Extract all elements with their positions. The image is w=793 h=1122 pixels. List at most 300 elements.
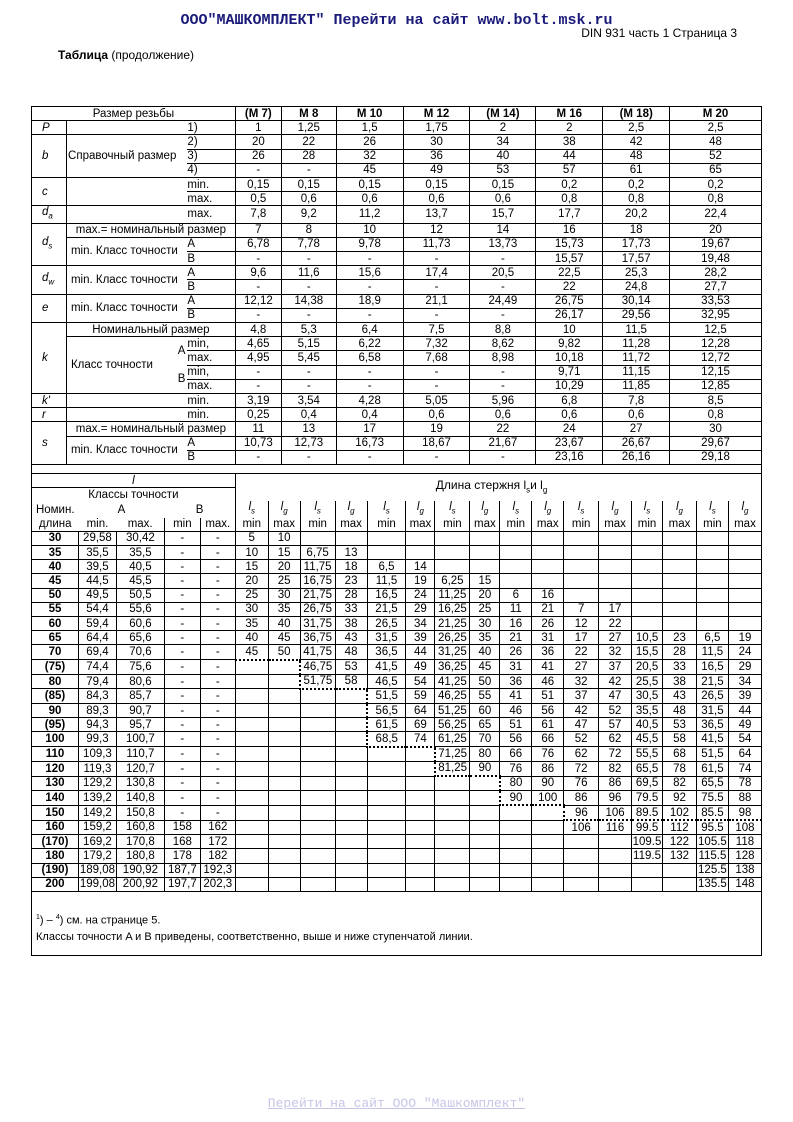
qualifier: max. — [187, 351, 235, 365]
lg-max-cell: 78 — [728, 776, 761, 791]
min-label: min — [235, 518, 268, 532]
class-a: A — [177, 345, 186, 358]
value-cell: 18 — [603, 223, 670, 237]
value-cell: 36 — [403, 149, 470, 163]
ls-min-cell — [564, 588, 599, 602]
value-cell: - — [235, 163, 281, 177]
qualifier: min. — [187, 394, 235, 408]
symbol-sub: w — [48, 277, 55, 286]
value-cell: 4,65 — [235, 337, 281, 351]
ls-min-cell: 6,75 — [300, 546, 335, 560]
lg-max-cell: 42 — [599, 674, 632, 689]
value-cell: 45 — [336, 163, 403, 177]
ls-label — [367, 501, 406, 517]
lg-max-cell — [406, 820, 435, 835]
tolerance-bmax: 162 — [200, 820, 235, 835]
value-cell: 24,8 — [603, 280, 670, 294]
value-cell: 10,73 — [235, 436, 281, 450]
ls-min-cell — [632, 877, 663, 891]
ls-min-cell: 41,5 — [367, 660, 406, 675]
value-cell: 7,68 — [403, 351, 470, 365]
value-cell: 27,7 — [670, 280, 762, 294]
shank-title-and: и l — [530, 477, 543, 492]
symbol-cell — [32, 135, 67, 178]
shank-length-title — [235, 474, 761, 502]
lg-max-cell: 62 — [599, 732, 632, 747]
site-title-link[interactable]: ООО"МАШКОМПЛЕКТ" Перейти на сайт www.bolt.msk.ru — [180, 12, 613, 29]
l-char: l — [512, 501, 516, 514]
tolerance-bmax: - — [200, 645, 235, 660]
lg-max-cell: 106 — [599, 805, 632, 820]
lg-max-cell: 128 — [728, 849, 761, 863]
ls-min-cell — [435, 805, 470, 820]
value-cell: 0,8 — [536, 192, 603, 206]
lg-max-cell — [268, 877, 300, 891]
value-cell: 57 — [536, 163, 603, 177]
value-cell: 2 — [470, 121, 536, 135]
ls-min-cell — [632, 560, 663, 574]
nominal-length: (95) — [32, 718, 79, 732]
value-cell: 0,6 — [470, 192, 536, 206]
length-row — [32, 631, 762, 645]
tolerance-bmin: - — [164, 776, 200, 791]
min-label: min — [500, 518, 532, 532]
lg-max-cell: 29 — [406, 602, 435, 616]
lg-max-cell — [268, 732, 300, 747]
lg-max-cell: 46 — [532, 674, 564, 689]
value-cell: 17,57 — [603, 251, 670, 265]
ls-min-cell: 10 — [235, 546, 268, 560]
lg-max-cell — [268, 820, 300, 835]
tolerance-bmax: - — [200, 631, 235, 645]
nominal-length: 160 — [32, 820, 79, 835]
value-cell: 40 — [470, 149, 536, 163]
lg-label — [335, 501, 367, 517]
ls-min-cell: 61,5 — [367, 718, 406, 732]
tolerance-amin: 139,2 — [78, 791, 116, 806]
min-label: min — [564, 518, 599, 532]
ls-min-cell — [435, 791, 470, 806]
value-cell: - — [470, 365, 536, 379]
ls-min-cell: 51,75 — [300, 674, 335, 689]
nominal-length: 45 — [32, 574, 79, 588]
lg-max-cell — [470, 791, 500, 806]
accuracy-class-label: min. Класс точности — [66, 266, 187, 294]
thread-size: M 20 — [670, 107, 762, 121]
value-cell: 29,18 — [670, 450, 762, 464]
value-cell: 11,85 — [603, 379, 670, 393]
a-max-label: max. — [116, 518, 164, 532]
tolerance-bmin: 197,7 — [164, 877, 200, 891]
value-cell: 12,85 — [670, 379, 762, 393]
ls-min-cell — [367, 877, 406, 891]
ls-min-cell — [500, 560, 532, 574]
ls-min-cell — [632, 531, 663, 545]
ls-min-cell — [500, 805, 532, 820]
tolerance-bmax: - — [200, 588, 235, 602]
lg-label — [728, 501, 761, 517]
value-cell: 0,4 — [336, 408, 403, 422]
ls-min-cell: 52 — [564, 732, 599, 747]
lg-max-cell — [599, 574, 632, 588]
tolerance-amax: 70,6 — [116, 645, 164, 660]
value-cell: 0,2 — [670, 177, 762, 191]
ls-min-cell — [235, 660, 268, 675]
ls-min-cell: 16,5 — [367, 588, 406, 602]
value-cell: 26,75 — [536, 294, 603, 308]
lg-max-cell: 34 — [728, 674, 761, 689]
lg-max-cell — [335, 791, 367, 806]
lg-label — [406, 501, 435, 517]
lg-max-cell: 122 — [663, 835, 697, 849]
value-cell: 30 — [670, 422, 762, 436]
lg-max-cell: 15 — [470, 574, 500, 588]
ls-min-cell: 26 — [500, 645, 532, 660]
ls-min-cell: 65,5 — [696, 776, 728, 791]
lg-max-cell — [335, 863, 367, 877]
value-cell: - — [235, 280, 281, 294]
k-class-text: Класс точности — [70, 359, 153, 372]
ls-min-cell — [367, 546, 406, 560]
accuracy-class-label — [66, 337, 187, 394]
l-sub: s — [711, 506, 716, 516]
tolerance-amax: 75,6 — [116, 660, 164, 675]
ls-min-cell — [632, 546, 663, 560]
ls-min-cell: 16,75 — [300, 574, 335, 588]
l-sub: g — [283, 506, 288, 516]
ls-min-cell — [235, 761, 268, 776]
lg-max-cell: 30 — [268, 588, 300, 602]
max-label: max — [728, 518, 761, 532]
value-cell: 9,71 — [536, 365, 603, 379]
ls-min-cell: 25 — [235, 588, 268, 602]
lg-max-cell: 112 — [663, 820, 697, 835]
header-row — [32, 107, 762, 121]
lg-max-cell: 31 — [532, 631, 564, 645]
ls-min-cell: 46,5 — [367, 674, 406, 689]
ls-min-cell — [235, 835, 268, 849]
ls-min-cell — [367, 791, 406, 806]
lg-max-cell — [663, 588, 697, 602]
value-cell: - — [470, 379, 536, 393]
lg-max-cell: 28 — [663, 645, 697, 660]
l-sub: s — [646, 506, 651, 516]
symbol-sub: s — [48, 241, 53, 251]
max-label: max — [406, 518, 435, 532]
ls-min-cell: 36,75 — [300, 631, 335, 645]
ls-min-cell: 25,5 — [632, 674, 663, 689]
ls-min-cell — [300, 791, 335, 806]
ls-min-cell: 5 — [235, 531, 268, 545]
lg-label — [599, 501, 632, 517]
symbol-cell — [32, 121, 67, 135]
ls-min-cell: 41,75 — [300, 645, 335, 660]
bottom-site-link[interactable]: Перейти на сайт ООО "Машкомплект" — [267, 1096, 526, 1111]
lg-max-cell: 56 — [532, 704, 564, 718]
dimension-row — [32, 294, 762, 308]
class-letter: B — [187, 308, 235, 322]
lg-max-cell: 90 — [470, 761, 500, 776]
tolerance-amax: 40,5 — [116, 560, 164, 574]
ls-min-cell — [235, 805, 268, 820]
value-cell: 0,15 — [336, 177, 403, 191]
l-sub: s — [316, 506, 321, 516]
tolerance-bmin: 158 — [164, 820, 200, 835]
nominal-length: 40 — [32, 560, 79, 574]
dimension-row — [32, 394, 762, 408]
tolerance-bmin: - — [164, 674, 200, 689]
ls-label — [564, 501, 599, 517]
lg-max-cell — [406, 849, 435, 863]
lg-max-cell — [599, 849, 632, 863]
lg-label — [470, 501, 500, 517]
nominal-length: 180 — [32, 849, 79, 863]
lg-max-cell: 53 — [663, 718, 697, 732]
lg-max-cell: 49 — [406, 660, 435, 675]
ls-min-cell — [235, 877, 268, 891]
tolerance-bmax: 172 — [200, 835, 235, 849]
ls-min-cell: 76 — [564, 776, 599, 791]
value-cell: 12,5 — [670, 322, 762, 336]
nominal-length: 65 — [32, 631, 79, 645]
l-char: l — [675, 501, 679, 514]
max-label: max — [470, 518, 500, 532]
lg-max-cell: 10 — [268, 531, 300, 545]
tolerance-amin: 59,4 — [78, 616, 116, 630]
lg-max-cell: 32 — [599, 645, 632, 660]
class-letter: B — [187, 450, 235, 464]
ls-min-cell — [435, 820, 470, 835]
ls-min-cell: 51 — [500, 718, 532, 732]
lg-max-cell — [728, 602, 761, 616]
symbol: d — [42, 236, 49, 249]
value-cell: 22,5 — [536, 266, 603, 280]
symbol: d — [42, 206, 49, 219]
value-cell: 20,2 — [603, 206, 670, 223]
value-cell: 65 — [670, 163, 762, 177]
lg-max-cell — [663, 616, 697, 630]
ls-min-cell: 36,5 — [367, 645, 406, 660]
footnote-classes: Классы точности A и B приведены, соответственно, выше и ниже ступенчатой линии. — [36, 930, 473, 943]
lg-max-cell — [532, 531, 564, 545]
ls-min-cell: 11 — [500, 602, 532, 616]
value-cell: 8,5 — [670, 394, 762, 408]
value-cell: 6,58 — [336, 351, 403, 365]
lg-max-cell: 52 — [599, 704, 632, 718]
l-sub: g — [744, 506, 749, 516]
value-cell: - — [470, 308, 536, 322]
value-cell: 16 — [536, 223, 603, 237]
l-sub: g — [678, 506, 683, 516]
ls-min-cell — [300, 863, 335, 877]
lg-max-cell: 37 — [599, 660, 632, 675]
lg-max-cell — [406, 835, 435, 849]
desc-cell — [66, 408, 187, 422]
lg-max-cell: 24 — [728, 645, 761, 660]
tolerance-amax: 110,7 — [116, 747, 164, 762]
ls-min-cell: 22 — [564, 645, 599, 660]
value-cell: 5,45 — [281, 351, 336, 365]
tolerance-bmax: - — [200, 660, 235, 675]
value-cell: 22 — [281, 135, 336, 149]
ls-min-cell — [300, 747, 335, 762]
lg-max-cell: 18 — [335, 560, 367, 574]
tolerance-amax: 85,7 — [116, 689, 164, 704]
lg-max-cell — [599, 863, 632, 877]
ls-min-cell — [435, 877, 470, 891]
ls-min-cell — [300, 732, 335, 747]
l-sub: s — [385, 506, 390, 516]
value-cell: 9,78 — [336, 237, 403, 251]
lg-max-cell: 34 — [406, 616, 435, 630]
value-cell: 0,8 — [670, 192, 762, 206]
lg-max-cell: 43 — [663, 689, 697, 704]
ls-min-cell: 65,5 — [632, 761, 663, 776]
lg-max-cell: 41 — [532, 660, 564, 675]
symbol: d — [42, 271, 49, 284]
lg-max-cell — [335, 704, 367, 718]
value-cell: 0,6 — [281, 192, 336, 206]
value-cell: 0,6 — [403, 408, 470, 422]
max-label: max — [532, 518, 564, 532]
value-cell: - — [403, 450, 470, 464]
lg-max-cell: 23 — [663, 631, 697, 645]
lg-max-cell: 44 — [406, 645, 435, 660]
value-cell: 10 — [336, 223, 403, 237]
length-row — [32, 776, 762, 791]
ls-min-cell: 61,25 — [435, 732, 470, 747]
length-row — [32, 877, 762, 891]
class-b-label: B — [164, 501, 235, 517]
value-cell: 6,4 — [336, 322, 403, 336]
tolerance-bmin: - — [164, 747, 200, 762]
lg-max-cell — [335, 689, 367, 704]
lg-max-cell — [532, 805, 564, 820]
ls-min-cell — [235, 674, 268, 689]
value-cell: 5,96 — [470, 394, 536, 408]
thread-size: M 16 — [536, 107, 603, 121]
value-cell: 11,6 — [281, 266, 336, 280]
tolerance-amin: 179,2 — [78, 849, 116, 863]
nominal-size-label: Номинальный размер — [66, 322, 235, 336]
lg-max-cell — [268, 660, 300, 675]
value-cell: - — [336, 251, 403, 265]
lg-max-cell — [532, 877, 564, 891]
value-cell: 7,78 — [281, 237, 336, 251]
value-cell: 9,82 — [536, 337, 603, 351]
length-row — [32, 546, 762, 560]
thread-size: (M 14) — [470, 107, 536, 121]
ls-min-cell: 72 — [564, 761, 599, 776]
value-cell: 29,67 — [670, 436, 762, 450]
value-cell: 17,4 — [403, 266, 470, 280]
ls-min-cell — [564, 531, 599, 545]
lg-max-cell: 40 — [268, 616, 300, 630]
ls-min-cell — [435, 546, 470, 560]
tolerance-bmax: - — [200, 531, 235, 545]
tolerance-bmin: 168 — [164, 835, 200, 849]
value-cell: 7,8 — [235, 206, 281, 223]
tolerance-amin: 44,5 — [78, 574, 116, 588]
symbol: c — [42, 185, 48, 198]
tolerance-bmin: - — [164, 761, 200, 776]
value-cell: 0,2 — [536, 177, 603, 191]
dimension-row — [32, 266, 762, 280]
value-cell: 15,73 — [536, 237, 603, 251]
qualifier: min, — [187, 337, 235, 351]
l-char: l — [416, 501, 420, 514]
b-max-label: max. — [200, 518, 235, 532]
value-cell: 0,8 — [603, 192, 670, 206]
nom-label-2: длина — [32, 518, 79, 532]
value-cell: 34 — [470, 135, 536, 149]
dimension-row — [32, 192, 762, 206]
ls-min-cell — [235, 704, 268, 718]
tolerance-bmax: - — [200, 674, 235, 689]
tolerance-bmax: - — [200, 689, 235, 704]
ls-min-cell — [696, 546, 728, 560]
lg-max-cell — [268, 835, 300, 849]
lg-max-cell: 80 — [470, 747, 500, 762]
accuracy-class-label: min. Класс точности — [66, 436, 187, 464]
value-cell: 53 — [470, 163, 536, 177]
ls-min-cell — [300, 761, 335, 776]
tolerance-amin: 149,2 — [78, 805, 116, 820]
ls-min-cell: 85.5 — [696, 805, 728, 820]
lg-max-cell: 76 — [532, 747, 564, 762]
value-cell: 52 — [670, 149, 762, 163]
l-char: l — [577, 501, 581, 514]
tolerance-amin: 84,3 — [78, 689, 116, 704]
l-sub: s — [580, 506, 585, 516]
lg-max-cell — [470, 877, 500, 891]
symbol-cell — [32, 322, 67, 393]
value-cell: 4,95 — [235, 351, 281, 365]
lg-max-cell — [335, 761, 367, 776]
lg-max-cell — [335, 877, 367, 891]
ls-min-cell: 99.5 — [632, 820, 663, 835]
qualifier: max. — [187, 206, 235, 223]
value-cell: 26 — [235, 149, 281, 163]
lg-max-cell: 108 — [728, 820, 761, 835]
l-char: l — [481, 501, 484, 514]
symbol: b — [42, 150, 49, 163]
value-cell: 17 — [336, 422, 403, 436]
symbol: P — [42, 121, 50, 134]
value-cell: - — [281, 163, 336, 177]
ls-min-cell: 71,25 — [435, 747, 470, 762]
ls-min-cell: 125.5 — [698, 864, 727, 877]
tolerance-amax: 200,92 — [116, 877, 164, 891]
lg-max-cell: 19 — [728, 631, 761, 645]
class-b: B — [177, 373, 186, 386]
ls-min-cell: 75.5 — [696, 791, 728, 806]
ls-min-cell — [500, 574, 532, 588]
lg-max-cell: 148 — [728, 877, 761, 891]
value-cell: 49 — [403, 163, 470, 177]
qualifier: max. — [187, 192, 235, 206]
value-cell: 22 — [470, 422, 536, 436]
value-cell: 12,12 — [235, 294, 281, 308]
lg-max-cell: 25 — [470, 602, 500, 616]
ls-min-cell — [500, 863, 532, 877]
ls-min-cell — [235, 820, 268, 835]
lg-max-cell: 33 — [335, 602, 367, 616]
lg-max-cell: 21 — [532, 602, 564, 616]
lg-max-cell — [532, 863, 564, 877]
shank-title-sub-g: g — [542, 485, 548, 495]
value-cell: - — [235, 379, 281, 393]
